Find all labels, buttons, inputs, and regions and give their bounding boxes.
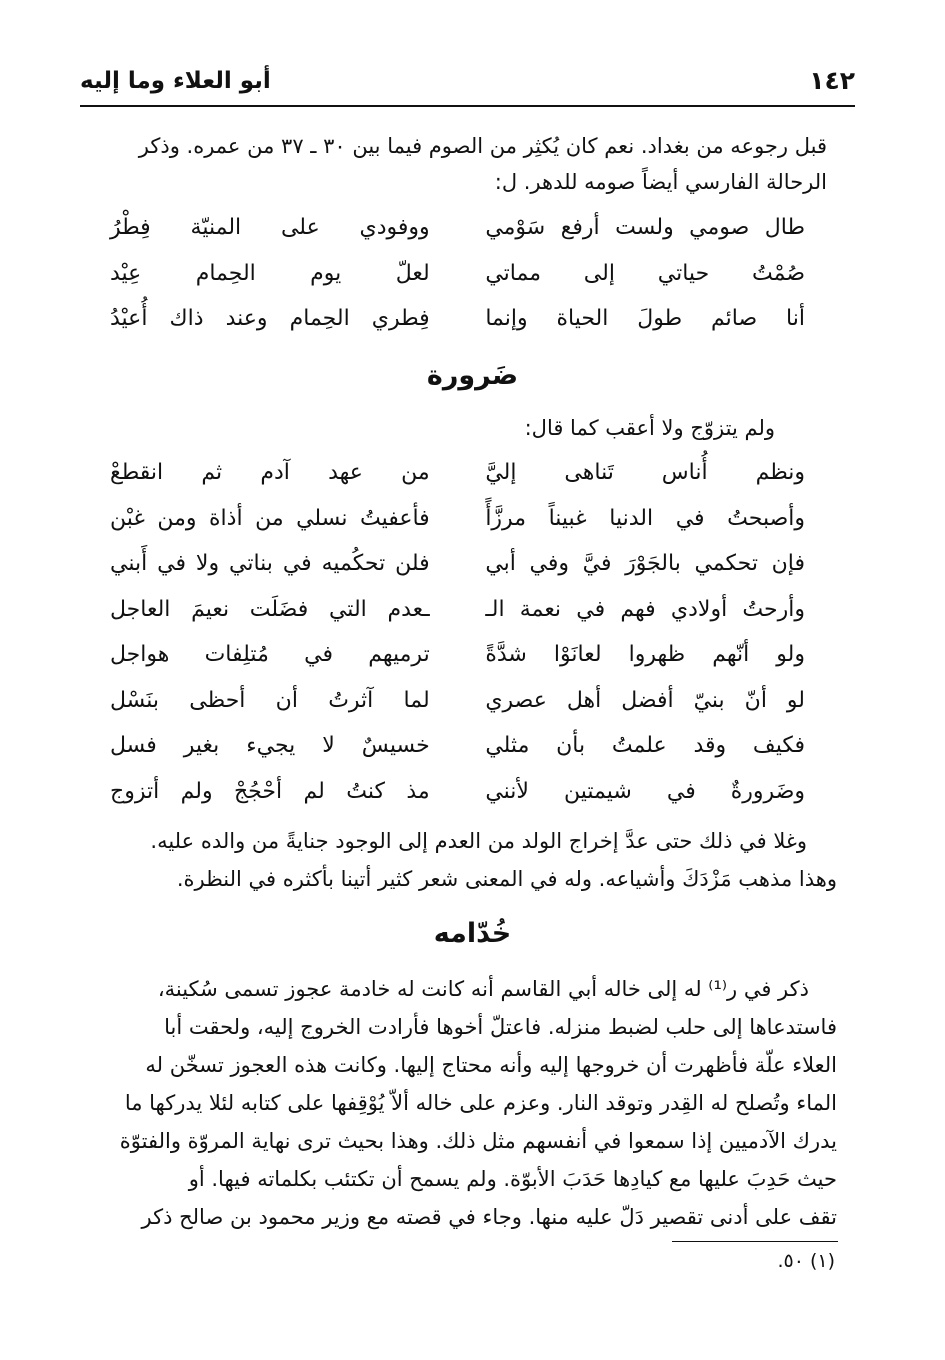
verse <box>110 769 805 815</box>
header-rule <box>80 105 855 107</box>
second-hemistich: من عهد آدم ثم انقطعْ <box>110 460 430 485</box>
text-line: فاستدعاها إلى حلب لضبط منزله. فاعتلّ أخوها فأرادت الخروج إليه، ولحقت أبا <box>164 1015 837 1039</box>
page-number: ١٤٢ <box>809 66 855 95</box>
poem-darura <box>110 450 805 814</box>
footnote-rule <box>672 1241 838 1242</box>
second-hemistich: ترميهم في مُتلِفات هواجل <box>110 642 430 667</box>
first-hemistich: وضَرورةٌ في شيمتين لأنني <box>485 778 805 804</box>
section2-paragraph <box>103 970 837 1236</box>
text-line: قبل رجوعه من بغداد. نعم كان يُكثِر من الصوم فيما بين ٣٠ ـ ٣٧ من عمره. وذكر <box>138 134 827 158</box>
first-hemistich: وأصبحتُ في الدنيا غبيناً مرزَّأً <box>485 505 805 531</box>
verse <box>110 632 805 678</box>
verse <box>110 541 805 587</box>
text-line: العلاء علّة فأظهرت أن خروجها إليه وأنه محتاج إليها. وكانت هذه العجوز تسخّن له <box>145 1053 837 1077</box>
text-line: الرحالة الفارسي أيضاً صومه للدهر. ل: <box>494 170 827 194</box>
first-hemistich: فإن تحكمي بالجَوْرَ فيَّ وفي أبي <box>485 551 805 576</box>
verse <box>110 496 805 542</box>
second-hemistich: فِطري الحِمام وعند ذاك أُعيْدُ <box>110 306 430 331</box>
second-hemistich: لما آثرتُ أن أحظى بنَسْل <box>110 687 430 713</box>
first-hemistich: أنا صائم طولَ الحياة وإنما <box>485 306 805 331</box>
poem-fasting <box>110 205 805 342</box>
text-line: ولم يتزوّج ولا أعقب كما قال: <box>524 416 775 440</box>
text-line: يدرك الآدميين إذا سمعوا في أنفسهم مثل ذلك. وهذا بحيث ترى نهاية المروّة والفتوّة <box>119 1129 837 1153</box>
section-title-servants: خُدّامه <box>433 918 512 949</box>
verse <box>110 296 805 342</box>
section1-intro <box>380 410 775 446</box>
section-title-darura: ضَرورة <box>426 360 519 391</box>
second-hemistich: فأعفيتُ نسلي من أذاة ومن غبْن <box>110 505 430 531</box>
page-header <box>80 58 855 106</box>
running-title: أبو العلاء وما إليه <box>80 68 271 94</box>
verse <box>110 205 805 251</box>
text-line: الماء وتُصلح له القِدر وتوقد النار. وعزم على خاله ألاّ يُوْقِفها على كتابه لئلا يدركها ما <box>124 1091 837 1115</box>
second-hemistich: لعلّ يوم الحِمام عِيْد <box>110 260 430 286</box>
verse <box>110 450 805 496</box>
second-hemistich: فلن تحكُميه في بناتي ولا في أَبني <box>110 551 430 576</box>
first-hemistich: ولو أنّهم ظهروا لعانَوْا شدَّةً <box>485 642 805 667</box>
second-hemistich: خسيسٌ لا يجيء بغير فسل <box>110 733 430 758</box>
verse <box>110 678 805 724</box>
text-line: وغلا في ذلك حتى عدَّ إخراج الولد من العدم إلى الوجود جنايةً من والده عليه. <box>150 829 807 853</box>
verse <box>110 723 805 769</box>
text-line: وهذا مذهب مَزْدَكَ وأشياعه. وله في المعنى شعر كثير أتينا بأكثره في النظرة. <box>176 867 837 891</box>
first-hemistich: ونظم أُناس تَناهى إليَّ <box>485 460 805 485</box>
first-hemistich: لو أنّ بنيّ أفضل أهل عصري <box>485 687 805 713</box>
text-line: تقف على أدنى تقصير دَلّ عليه منها. وجاء في قصته مع وزير محمود بن صالح ذكر <box>141 1205 837 1229</box>
first-hemistich: طال صومي ولست أرفع سَوْمي <box>485 215 805 240</box>
second-hemistich: مذ كنتُ لم أحْجُجْ ولم أتزوج <box>110 778 430 804</box>
footnote: (١) ٥٠. <box>777 1250 835 1272</box>
first-hemistich: وأرحتُ أولادي فهم في نعمة الـ <box>485 596 805 622</box>
second-hemistich: ووفودي على المنيّة فِطْرُ <box>110 215 430 240</box>
intro-paragraph <box>93 128 827 200</box>
first-hemistich: صُمْتُ حياتي إلى مماتي <box>485 260 805 286</box>
text-line: ذكر في ر⁽¹⁾ له إلى خاله أبي القاسم أنه كانت له خادمة عجوز تسمى سُكينة، <box>157 977 809 1001</box>
verse <box>110 251 805 297</box>
first-hemistich: فكيف وقد علمتُ بأن مثلي <box>485 733 805 758</box>
text-line: حيث حَدِبَ عليها مع كيادِها حَدَبَ الأبوّة. ولم يسمح أن تكتئب بكلماته فيها. أو <box>188 1167 837 1191</box>
second-hemistich: ـعدم التي فضَلَت نعيمَ العاجل <box>110 596 430 622</box>
section1-conclusion <box>100 822 837 898</box>
verse <box>110 587 805 633</box>
